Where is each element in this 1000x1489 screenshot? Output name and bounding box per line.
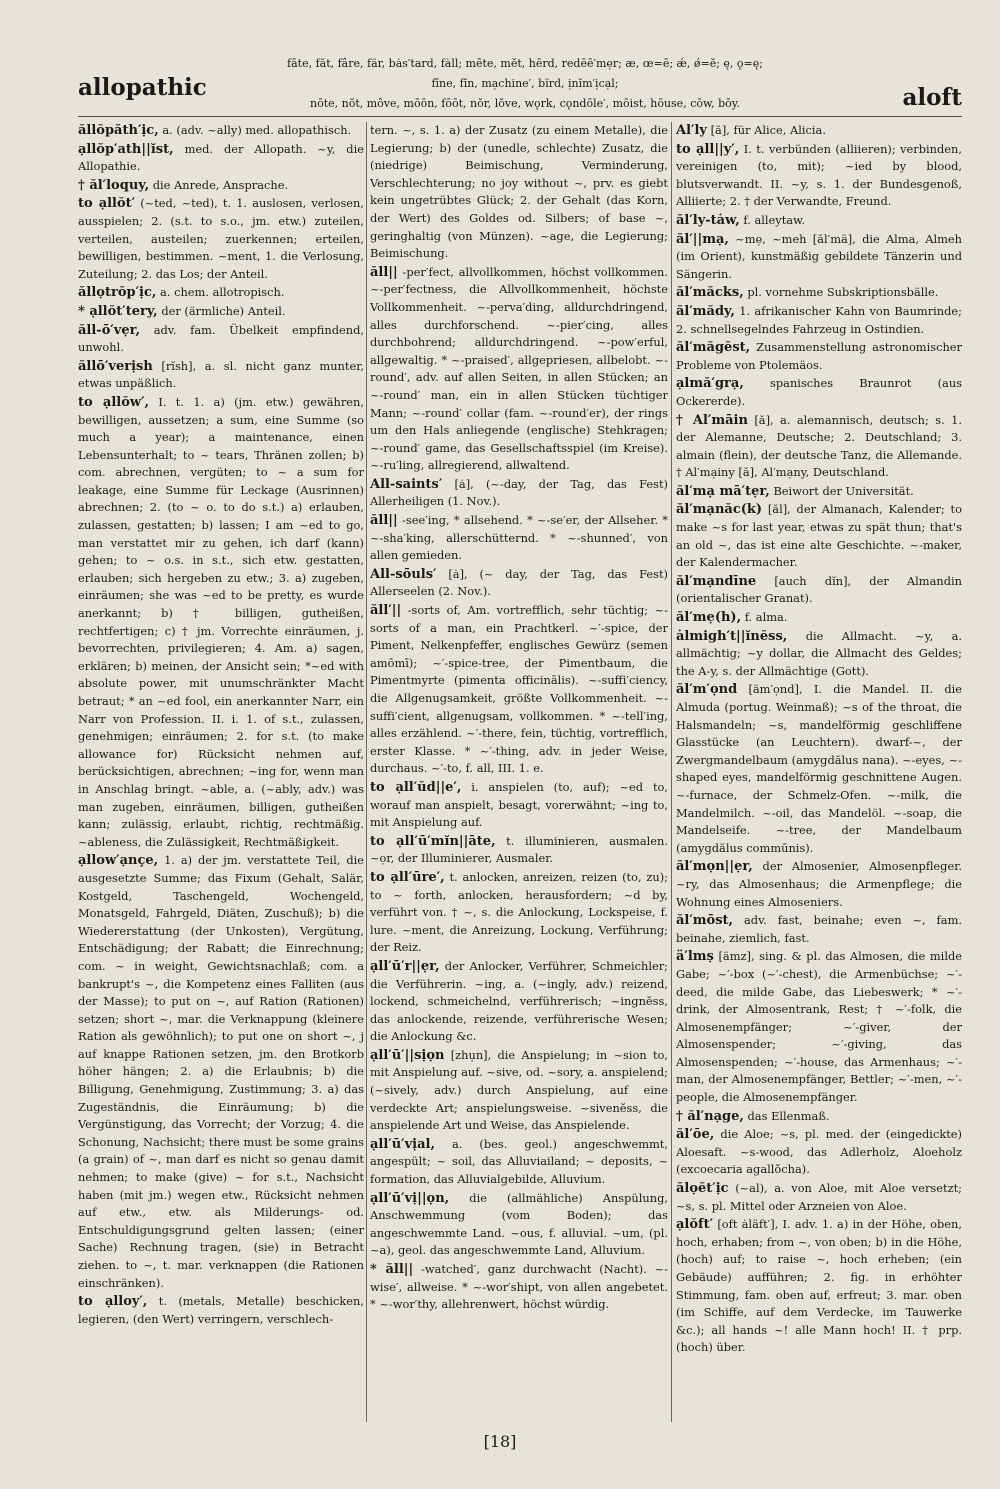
entry-definition: (~al), a. von Aloe, mit Aloe versetzt; ~s, s. pl. Mittel oder Arzneien von Aloe. <box>676 1181 962 1213</box>
dictionary-entry <box>676 858 962 911</box>
entry-headword: to ạll′ū′mĭn||āte, <box>370 833 496 849</box>
pronunciation-key <box>230 54 820 114</box>
entry-definition: die Anrede, Ansprache. <box>152 177 289 192</box>
dictionary-entry <box>370 1136 668 1189</box>
dictionary-entry <box>370 512 668 565</box>
dictionary-entry <box>370 476 668 511</box>
dictionary-entry <box>78 177 364 195</box>
dictionary-entry <box>676 412 962 482</box>
pronunciation-line-2: fīne, fĭn, mạchine′, bïrd, ịnĭm′ịcạl; <box>431 77 619 90</box>
dictionary-entry <box>676 609 962 627</box>
dictionary-entry <box>78 141 364 176</box>
entry-definition: med. der Allopath. ~y, die Allopathie. <box>78 141 364 174</box>
entry-definition: a. (bes. geol.) angeschwemmt, angespült; ~ soil, das Alluviailand; ~ deposits, ~ formation, das Alluvialgebilde, Alluvium. <box>370 1136 668 1187</box>
dictionary-entry <box>676 681 962 857</box>
entry-headword: † Al′māin <box>676 412 748 428</box>
entry-headword: ăl′mạndīne <box>676 573 757 589</box>
dictionary-entry <box>370 1190 668 1260</box>
entry-headword: All-saints′ <box>370 476 443 492</box>
entry-headword: ạllŏp′ath||ĭst, <box>78 141 174 157</box>
entry-definition: [ă], a. alemannisch, deutsch; s. 1. der Alemanne, Deutsche; 2. Deutschland; 3. almain (flein), der deutsche Tanz, die Allemande. † Al′mạiny [ă], Al′mạny, Deutschland. <box>676 412 962 480</box>
entry-headword: ăllŏpăth′ịc, <box>78 123 159 138</box>
entry-definition: f. alleytaw. <box>743 212 806 227</box>
entry-definition: adv. fam. Übelkeit empfindend, unwohl. <box>78 322 364 355</box>
entry-definition: -per′fect, allvollkommen, höchst vollkommen. ~-per′fectness, die Allvollkommenheit, höchste Vollkommenheit. ~-perva′ding, alldurchdringend, alles durchforschend. ~-pier′cing, alles durchbohrend; alldurchdringend. ~-pow′erful, allgewaltig. * ~-praised′, allgepriesen, allbelobt. ~-round′, adv. auf allen Seiten, in allen Stücken; an ~-round′ man, ein in allen Stücken tüchtiger Mann; ~-round′ collar (fam. ~-round′er), der rings um den Hals anliegende (englische) Stehkragen; ~-round′ game, das Gesellschaftsspiel (im Kreise). ~-ru′ling, allregierend, allwaltend. <box>370 264 668 473</box>
entry-headword: to ạlloy′, <box>78 1294 148 1310</box>
entry-definition: f. alma. <box>744 610 788 625</box>
entry-definition: [ăl], der Almanach, Kalender; to make ~s for last year, etwas zu spät thun; that's an old ~, das ist eine alte Geschichte. ~-maker, der Kalendermacher. <box>676 502 962 570</box>
pronunciation-line-1: fāte, făt, fâre, fär, bȧs′tard, fȧll; mēte, mĕt, hērd, redēē′mẹr; æ, œ=ē; ǽ, ǿ=ĕ; ę, ǫ=ę; <box>287 57 763 70</box>
entry-headword: ạlmă′grạ, <box>676 376 744 392</box>
entry-definition: t. anlocken, anreizen, reizen (to, zu); to ~ forth, anlocken, herausfordern; ~d by, verführt von. † ~, s. die Anlockung, Lockspeise, f. lure. ~ment, die Anreizung, Lockung, Verführung; der Reiz. <box>370 869 668 955</box>
entry-headword: ạll′ū′r||ẹr, <box>370 958 440 974</box>
entry-definition: t. (metals, Metalle) beschicken, legieren, (den Wert) verringern, verschlech- <box>78 1294 364 1326</box>
entry-headword: ăll|| <box>370 264 398 280</box>
entry-headword: ăl′m′ọnd <box>676 682 738 698</box>
entry-definition: -watched′, ganz durchwacht (Nacht). ~-wise′, allweise. * ~-wor′shipt, von allen angebetet. * ~-wor′thy, allehrenwert, höchst würdig. <box>370 1262 668 1312</box>
entry-definition: -see′ing, * allsehend. * ~-se′er, der Allseher. * ~-sha′king, allerschütternd. * ~-shunned′, von allen gemieden. <box>370 513 668 563</box>
header-rule <box>78 116 962 117</box>
entry-definition: der Anlocker, Verführer, Schmeichler; die Verführerin. ~ing, a. (~ingly, adv.) reizend, lockend, schmeichelnd, verführerisch; ~ingnĕss, das anlockende, reizende, verführerische Wesen; die Anlockung &c. <box>370 958 668 1044</box>
entry-headword: ăl′mădy, <box>676 303 735 319</box>
dictionary-entry <box>676 303 962 338</box>
entry-headword: ăll-ō′vẹr, <box>78 322 141 338</box>
column-1 <box>78 122 364 1422</box>
entry-definition: die Aloe; ~s, pl. med. der (eingedickte) Aloesaft. ~s-wood, das Adlerholz, Aloeholz (excoecaria agallŏcha). <box>676 1127 962 1177</box>
entry-definition: -sorts of, Am. vortrefflich, sehr tüchtig; ~-sorts of a man, ein Prachtkerl. ~′-spice, der Piment, Nelkenpfeffer, englisches Gewürz (semen amōmī); ~′-spice-tree, der Pimentbaum, die Pimentmyrte (pimenta officinālis). ~-suffi′ciency, die Allgenugsamkeit, größte Vollkommenheit. ~-suffi′cient, allgenugsam, vollkommen. * ~-tell′ing, alles erzählend. ~′-there, fein, tüchtig, vortrefflich, erster Klasse. * ~′-thing, adv. in jeder Weise, durchaus. ~′-to, f. all, III. 1. e. <box>370 603 668 776</box>
dictionary-entry <box>370 779 668 832</box>
entry-headword: ăl′ōe, <box>676 1127 715 1143</box>
entry-definition: I. t. verbünden (alliieren); verbinden, vereinigen (to, mit); ~ied by blood, blutsverwandt. II. ~y, s. 1. der Bundesgenoß, Alliierte; 2. † der Verwandte, Freund. <box>676 141 962 209</box>
entry-definition: a. chem. allotropisch. <box>160 285 285 300</box>
column-2 <box>370 122 668 1422</box>
dictionary-entry <box>676 1126 962 1179</box>
dictionary-entry <box>676 1216 962 1357</box>
entry-definition: (~ted, ~ted), t. 1. auslosen, verlosen, ausspielen; 2. (s.t. to s.o., jm. etw.) zuteilen, verteilen, austeilen; zuerkennen; erteilen, bewilligen, bestimmen. ~ment, 1. die Verlosung, Zuteilung; 2. das Los; der Anteil. <box>78 196 364 281</box>
column-divider-2 <box>671 122 672 1422</box>
dictionary-entry <box>370 122 668 263</box>
dictionary-entry <box>370 958 668 1046</box>
entry-headword: ạllow′ạnçe, <box>78 853 159 869</box>
dictionary-entry <box>676 573 962 608</box>
entry-headword: ăl′||mạ, <box>676 231 729 247</box>
entry-headword: ä′lmṣ <box>676 949 714 965</box>
dictionary-entry <box>676 141 962 211</box>
entry-definition: pl. vornehme Subskriptionsbälle. <box>747 285 939 300</box>
dictionary-entry <box>676 284 962 302</box>
dictionary-entry <box>78 1293 364 1328</box>
entry-headword: † ăl′loquy, <box>78 177 150 193</box>
entry-definition: [zhụn], die Anspielung; in ~sion to, mit Anspielung auf. ~sive, od. ~sory, a. anspielend; (~sively, adv.) durch Anspielung, auf eine verdeckte Art; anspielungsweise. ~sivenĕss, die anspielende Art und Weise, das Anspielende. <box>370 1047 668 1133</box>
dictionary-entry <box>676 948 962 1106</box>
entry-headword: ălọĕt′ịc <box>676 1181 729 1197</box>
entry-headword: ăl′ly-tȧw, <box>676 212 740 228</box>
entry-definition: [ă], für Alice, Alicia. <box>710 123 826 137</box>
dictionary-entry <box>78 322 364 357</box>
entry-definition: 1. afrikanischer Kahn von Baumrinde; 2. schnellsegelndes Fahrzeug in Ostindien. <box>676 303 962 336</box>
dictionary-entry <box>676 212 962 230</box>
running-head-left: allopathic <box>78 74 207 101</box>
entry-headword: to ạllŏt′ <box>78 196 136 212</box>
dictionary-entry <box>370 264 668 475</box>
entry-headword: * ạllŏt′tery, <box>78 303 158 319</box>
dictionary-entry <box>370 602 668 778</box>
page-number: [18] <box>483 1432 517 1451</box>
entry-headword: ăll′|| <box>370 603 402 619</box>
entry-headword: ăl′mọn||ẹr, <box>676 859 753 875</box>
dictionary-entry <box>370 869 668 957</box>
entry-definition: Beiwort der Universität. <box>773 483 914 498</box>
entry-headword: ăl′mạnăc(k) <box>676 502 763 518</box>
entry-headword: † ăl′nạge, <box>676 1108 744 1124</box>
column-divider-1 <box>366 122 367 1422</box>
dictionary-entry <box>676 628 962 681</box>
running-head-right: aloft <box>902 84 962 111</box>
entry-definition: spanisches Braunrot (aus Ockererde). <box>676 376 962 408</box>
entry-headword: ăllō′verịsh <box>78 358 153 374</box>
entry-headword: ạll′ū′||sịọn <box>370 1047 445 1063</box>
entry-headword: ăll|| <box>370 513 398 529</box>
entry-definition: a. (adv. ~ally) med. allopathisch. <box>162 123 352 137</box>
dictionary-entry <box>78 394 364 851</box>
pronunciation-line-3: nōte, nŏt, môve, mōōn, fōōt, nŏr, lŏve, wǫrk, cǫndōle′, mōist, hōuse, cōw, bōy. <box>310 97 740 110</box>
entry-headword: ăl′mōst, <box>676 913 734 929</box>
entry-definition: die Allmacht. ~y, a. allmächtig; ~y dollar, die Allmacht des Geldes; the A-y, s. der Allmächtige (Gott). <box>676 628 962 678</box>
dictionary-entry <box>78 303 364 321</box>
entry-definition: [ȧ], (~-day, der Tag, das Fest) Allerheiligen (1. Nov.). <box>370 476 668 509</box>
dictionary-entry <box>676 501 962 571</box>
entry-definition: [rĭsh], a. sl. nicht ganz munter, etwas unpäßlich. <box>78 358 364 391</box>
entry-definition: ~mẹ, ~meh [ăl′mä], die Alma, Almeh (im Orient), kunstmäßig gebildete Tänzerin und Sängerin. <box>676 231 962 281</box>
dictionary-entry <box>676 1108 962 1126</box>
entry-definition: die (allmähliche) Anspülung, Anschwemmung (vom Boden); das angeschwemmte Land. ~ous, f. alluvial. ~um, (pl. ~a), geol. das angeschwemmte Land, Alluvium. <box>370 1190 668 1258</box>
entry-definition: der Almosenier, Almosenpfleger. ~ry, das Almosenhaus; die Armenpflege; die Wohnung eines Almoseniers. <box>676 859 962 909</box>
entry-headword: ȧlmigh′t||ĭnĕss, <box>676 628 788 644</box>
entry-definition: Zusammenstellung astronomischer Probleme von Ptolemäos. <box>676 340 962 372</box>
dictionary-entry <box>370 833 668 868</box>
entry-definition: tern. ~, s. 1. a) der Zusatz (zu einem Metalle), die Legierung; b) der (unedle, schlechte) Zusatz, die (niedrige) Beimischung, Verminderung, Verschlechterung; no joy without ~, prv. es giebt kein ungetrübtes Glück; 2. der Gehalt (das Korn, der Wert) des Goldes od. Silbers; of base ~, geringhaltig (von Münzen). ~age, die Legierung; Beimischung. <box>370 123 668 261</box>
entry-headword: ăl′mẹ(h), <box>676 610 742 626</box>
dictionary-entry <box>370 1261 668 1314</box>
dictionary-entry <box>78 284 364 302</box>
entry-definition: [äm′ọnd], I. die Mandel. II. die Almuda (portug. Weinmaß); ~s of the throat, die Halsmandeln; ~s, mandelförmig geschliffene Glasstücke (an Leuchtern). dwarf-~, der Zwergmandelbaum (amygdălus nana). ~-eyes, ~-shaped eyes, mandelförmig geschnittene Augen. ~-furnace, der Schmelz-Ofen. ~-milk, die Mandelmilch. ~-oil, das Mandelöl. ~-soap, die Mandelseife. ~-tree, der Mandelbaum (amygdălus commūnis). <box>676 682 962 855</box>
entry-definition: der (ärmliche) Anteil. <box>161 303 286 318</box>
entry-definition: [auch dĭn], der Almandin (orientalischer Granat). <box>676 573 962 606</box>
entry-definition: I. t. 1. a) (jm. etw.) gewähren, bewilligen, aussetzen; a sum, eine Summe (so much a year); a maintenance, einen Lebensunterhalt; to ~ tears, Thränen zollen; b) com. abrechnen, vergüten; to ~ a sum for leakage, eine Summe für Leckage (Ausrinnen) abrechnen; 2. (to ~ o. to do s.t.) a) erlauben, zulassen, gestatten; b) lassen; I am ~ed to go, man verstattet mir zu gehen, ich darf (kann) gehen; to ~ o.s. in s.t., sich etw. gestatten, erlauben; sich hergeben zu etw.; 3. a) zugeben, einräumen; she was ~ed to be pretty, es wurde anerkannt; b) † billigen, gutheißen, rechtfertigen; c) † jm. Vorrechte einräumen, j. bevorrechten, privilegieren; 4. Am. a) sagen, erklären; b) meinen, der Ansicht sein; *~ed with absolute power, mit unumschränkter Macht betraut; * an ~ed fool, ein anerkannter Narr, ein Narr von Profession. II. i. 1. of s.t., zulassen, genehmigen; einräumen; 2. for s.t. (to make allowance for) Rücksicht nehmen auf, berücksichtigen, abrechnen; ~ing for, wenn man in Anschlag bringt. ~able, a. (~ably, adv.) was man zugeben, einräumen, billigen, gutheißen kann; zulässig, erlaubt, richtig, rechtmäßig. ~ableness, die Zulässigkeit, Rechtmäßigkeit. <box>78 394 364 849</box>
dictionary-entry <box>676 483 962 501</box>
dictionary-entry <box>78 852 364 1292</box>
entry-definition: 1. a) der jm. verstattete Teil, die ausgesetzte Summe; das Fixum (Gehalt, Salär, Kostgeld, Taschengeld, Wochengeld, Monatsgeld, Fahrgeld, Diäten, Zuschuß); b) die Wiedererstattung (der Unkosten), Vergütung, Entschädigung; der Rabatt; die Einrechnung; com. ~ in weight, Gewichtsnachlaß; com. a bankrupt's ~, die Kompetenz eines Falliten (aus der Masse); to put on ~, auf Ration (Rationen) setzen; short ~, mar. die Verknappung (kleinere Ration als gewöhnlich); to put one on short ~, j auf knappe Rationen setzen, jm. den Brotkorb höher hängen; 2. a) die Erlaubnis; b) die Billigung, Genehmigung, Zustimmung; 3. a) das Zugeständnis, die Einräumung; b) die Vergünstigung, das Vorrecht; der Vorzug; 4. die Schonung, Nachsicht; there must be some grains (a grain) of ~, man darf es nicht so genau damit nehmen; to make (give) ~ for s.t., Nachsicht haben (mit jm.) wegen etw., Rücksicht nehmen auf etw., etw. als Milderungs- od. Entschuldigungsgrund gelten lassen; (einer Sache) Rechnung tragen, (sie) in Betracht ziehen. to ~, t. mar. verknappen (die Rationen einschränken). <box>78 853 364 1290</box>
entry-headword: ạll′ū′vịal, <box>370 1136 435 1152</box>
dictionary-entry <box>676 1180 962 1215</box>
entry-definition: [ȧ], (~ day, der Tag, das Fest) Allerseelen (2. Nov.). <box>370 566 668 599</box>
entry-headword: ạlŏft′ <box>676 1217 714 1233</box>
dictionary-entry <box>676 912 962 947</box>
entry-headword: to ạll′ŭd||e′, <box>370 779 462 795</box>
entry-headword: All-sōuls′ <box>370 566 437 582</box>
entry-headword: to ạllŏw′, <box>78 394 150 410</box>
entry-definition: [ämz], sing. & pl. das Almosen, die milde Gabe; ~′-box (~′-chest), die Armenbüchse; ~′-deed, die milde Gabe, das Liebeswerk; * ~′-drink, der Almosentrank, Rest; † ~′-folk, die Almosenempfänger; ~′-giver, der Almosenspender; ~′-giving, das Almosenspenden; ~′-house, das Armenhaus; ~′-man, der Almosenempfänger, Bettler; ~′-men, ~′-people, die Almosenempfänger. <box>676 949 962 1105</box>
entry-headword: to ạll||y′, <box>676 141 740 157</box>
dictionary-entry <box>676 339 962 374</box>
dictionary-entry <box>676 122 962 140</box>
dictionary-entry <box>78 195 364 283</box>
dictionary-entry <box>78 358 364 393</box>
entry-headword: * ăll|| <box>370 1262 414 1277</box>
dictionary-entry <box>676 375 962 410</box>
entry-definition: [oft ȧläft′], I. adv. 1. a) in der Höhe, oben, hoch, erhaben; from ~, von oben; b) in die Höhe, (hoch) auf; to raise ~, hoch erheben; (ein Gebäude) aufführen; 2. fig. in erhöhter Stimmung, fam. oben auf, erfreut; 3. mar. oben (im Schiffe, auf dem Verdecke, im Tauwerke &c.); all hands ~! alle Mann hoch! II. † prp. (hoch) über. <box>676 1217 962 1355</box>
entry-definition: das Ellenmaß. <box>747 1108 830 1123</box>
column-3 <box>676 122 962 1422</box>
entry-headword: to ạll′ūre′, <box>370 869 445 885</box>
dictionary-entry <box>676 231 962 284</box>
dictionary-entry <box>78 122 364 140</box>
dictionary-entry <box>370 566 668 601</box>
entry-definition: i. anspielen (to, auf); ~ed to, worauf man anspielt, besagt, vorerwähnt; ~ing to, mit Anspielung auf. <box>370 779 668 830</box>
entry-headword: ăl′măgĕst, <box>676 340 751 356</box>
entry-definition: adv. fast, beinahe; even ~, fam. beinahe, ziemlich, fast. <box>676 913 962 945</box>
dictionary-entry <box>370 1047 668 1135</box>
entry-headword: ạll′ū′vị||ọn, <box>370 1190 450 1206</box>
entry-headword: ăl′mạ mā′tẹr, <box>676 483 770 499</box>
entry-headword: Al′ly <box>676 123 707 138</box>
entry-definition: t. illuminieren, ausmalen. ~ọr, der Illuminierer, Ausmaler. <box>370 833 668 866</box>
entry-headword: ăl′măcks, <box>676 285 744 301</box>
entry-headword: ăllọtrŏp′ịc, <box>78 285 157 301</box>
